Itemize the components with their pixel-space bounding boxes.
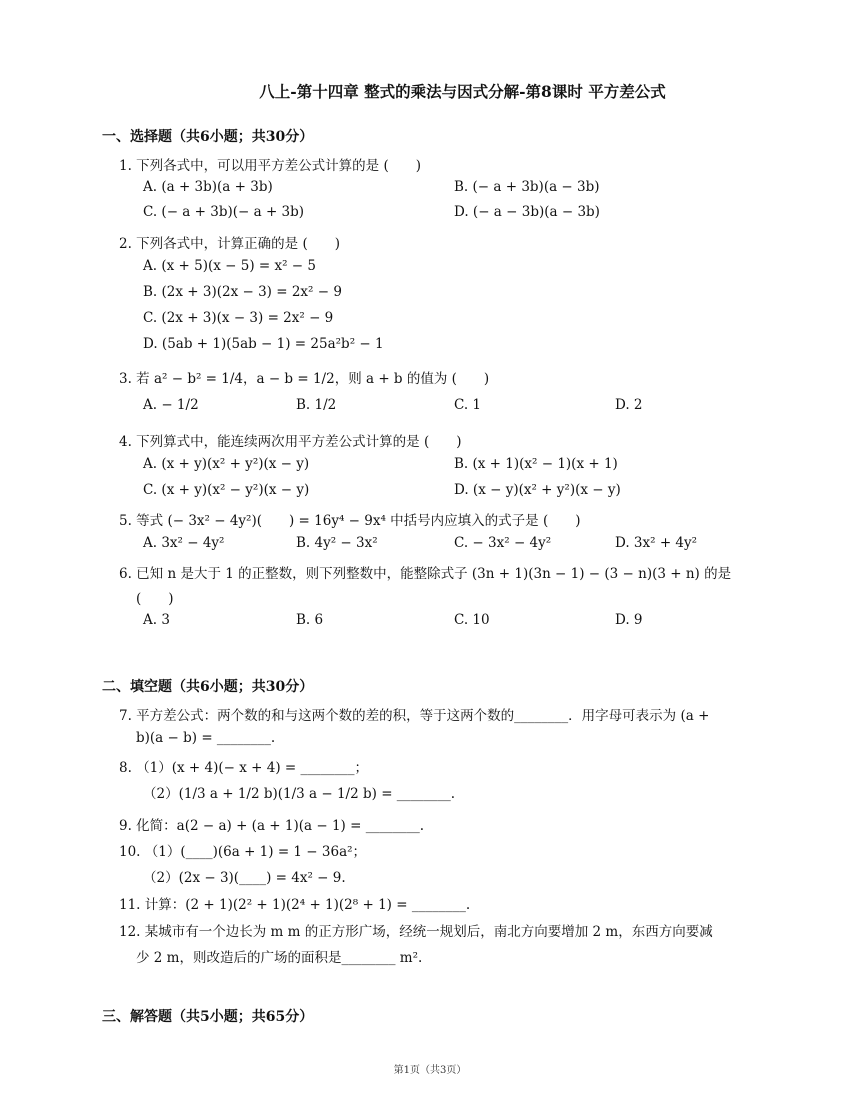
section-heading-fill: 二、填空题（共6小题；共30分） [102, 679, 314, 695]
question-1-option-d: D. (− a − 3b)(a − 3b) [454, 204, 600, 220]
question-1-option-c: C. (− a + 3b)(− a + 3b) [143, 204, 305, 220]
question-2-stem: 2. 下列各式中，计算正确的是 ( ) [119, 236, 340, 252]
question-3-option-c: C. 1 [454, 397, 482, 413]
question-12-line-2: 少 2 m，则改造后的广场的面积是________ m². [136, 950, 423, 966]
question-6-stem: 6. 已知 n 是大于 1 的正整数，则下列整数中，能整除式子 (3n + 1)(3n − 1) − (3 − n)(3 + n) 的是 [119, 566, 732, 582]
question-1-option-b: B. (− a + 3b)(a − 3b) [454, 179, 600, 195]
question-4-option-c: C. (x + y)(x² − y²)(x − y) [143, 482, 310, 498]
question-9: 9. 化简：a(2 − a) + (a + 1)(a − 1) = ________. [119, 818, 424, 834]
question-5-option-d: D. 3x² + 4y² [615, 535, 698, 551]
question-6-option-b: B. 6 [296, 612, 324, 628]
question-2-option-d: D. (5ab + 1)(5ab − 1) = 25a²b² − 1 [143, 336, 384, 352]
question-6-option-d: D. 9 [615, 612, 643, 628]
question-1-stem: 1. 下列各式中，可以用平方差公式计算的是 ( ) [119, 158, 421, 174]
question-3-stem: 3. 若 a² − b² = 1/4，a − b = 1/2，则 a + b 的值为 ( ) [119, 371, 490, 387]
question-4-option-d: D. (x − y)(x² + y²)(x − y) [454, 482, 621, 498]
page-footer: 第1页（共3页） [393, 1065, 467, 1076]
question-7-line-2: b)(a − b) = ________. [136, 730, 276, 746]
question-7-line-1: 7. 平方差公式：两个数的和与这两个数的差的积，等于这两个数的________．用字母可表示为 (a + [119, 708, 710, 724]
section-heading-choice: 一、选择题（共6小题；共30分） [102, 129, 314, 145]
question-4-option-a: A. (x + y)(x² + y²)(x − y) [143, 456, 310, 472]
question-11: 11. 计算：(2 + 1)(2² + 1)(2⁴ + 1)(2⁸ + 1) = ________. [119, 897, 471, 913]
question-3-option-b: B. 1/2 [296, 397, 337, 413]
question-5-option-c: C. − 3x² − 4y² [454, 535, 552, 551]
page-title: 八上-第十四章 整式的乘法与因式分解-第8课时 平方差公式 [259, 82, 666, 101]
question-5-option-a: A. 3x² − 4y² [143, 535, 225, 551]
question-8-line-2: （2）(1/3 a + 1/2 b)(1/3 a − 1/2 b) = ________. [143, 786, 456, 802]
section-heading-answer: 三、解答题（共5小题；共65分） [102, 1009, 314, 1025]
question-3-option-d: D. 2 [615, 397, 643, 413]
question-6-option-a: A. 3 [143, 612, 170, 628]
question-3-option-a: A. − 1/2 [143, 397, 199, 413]
question-12-line-1: 12. 某城市有一个边长为 m m 的正方形广场，经统一规划后，南北方向要增加 2 m，东西方向要减 [119, 924, 713, 940]
question-5-option-b: B. 4y² − 3x² [296, 535, 378, 551]
question-5-stem: 5. 等式 (− 3x² − 4y²)( ) = 16y⁴ − 9x⁴ 中括号内应填入的式子是 ( ) [119, 513, 581, 529]
question-2-option-a: A. (x + 5)(x − 5) = x² − 5 [143, 258, 316, 274]
question-10-line-1: 10. （1）(____)(6a + 1) = 1 − 36a²； [119, 844, 367, 860]
question-1-option-a: A. (a + 3b)(a + 3b) [143, 179, 273, 195]
question-2-option-b: B. (2x + 3)(2x − 3) = 2x² − 9 [143, 284, 342, 300]
question-4-stem: 4. 下列算式中，能连续两次用平方差公式计算的是 ( ) [119, 434, 462, 450]
question-2-option-c: C. (2x + 3)(x − 3) = 2x² − 9 [143, 310, 334, 326]
question-4-option-b: B. (x + 1)(x² − 1)(x + 1) [454, 456, 618, 472]
question-8-line-1: 8. （1）(x + 4)(− x + 4) = ________； [119, 760, 369, 776]
question-6-answer-bracket: ( ) [136, 591, 174, 607]
question-6-option-c: C. 10 [454, 612, 490, 628]
question-10-line-2: （2）(2x − 3)(____) = 4x² − 9. [143, 870, 346, 886]
